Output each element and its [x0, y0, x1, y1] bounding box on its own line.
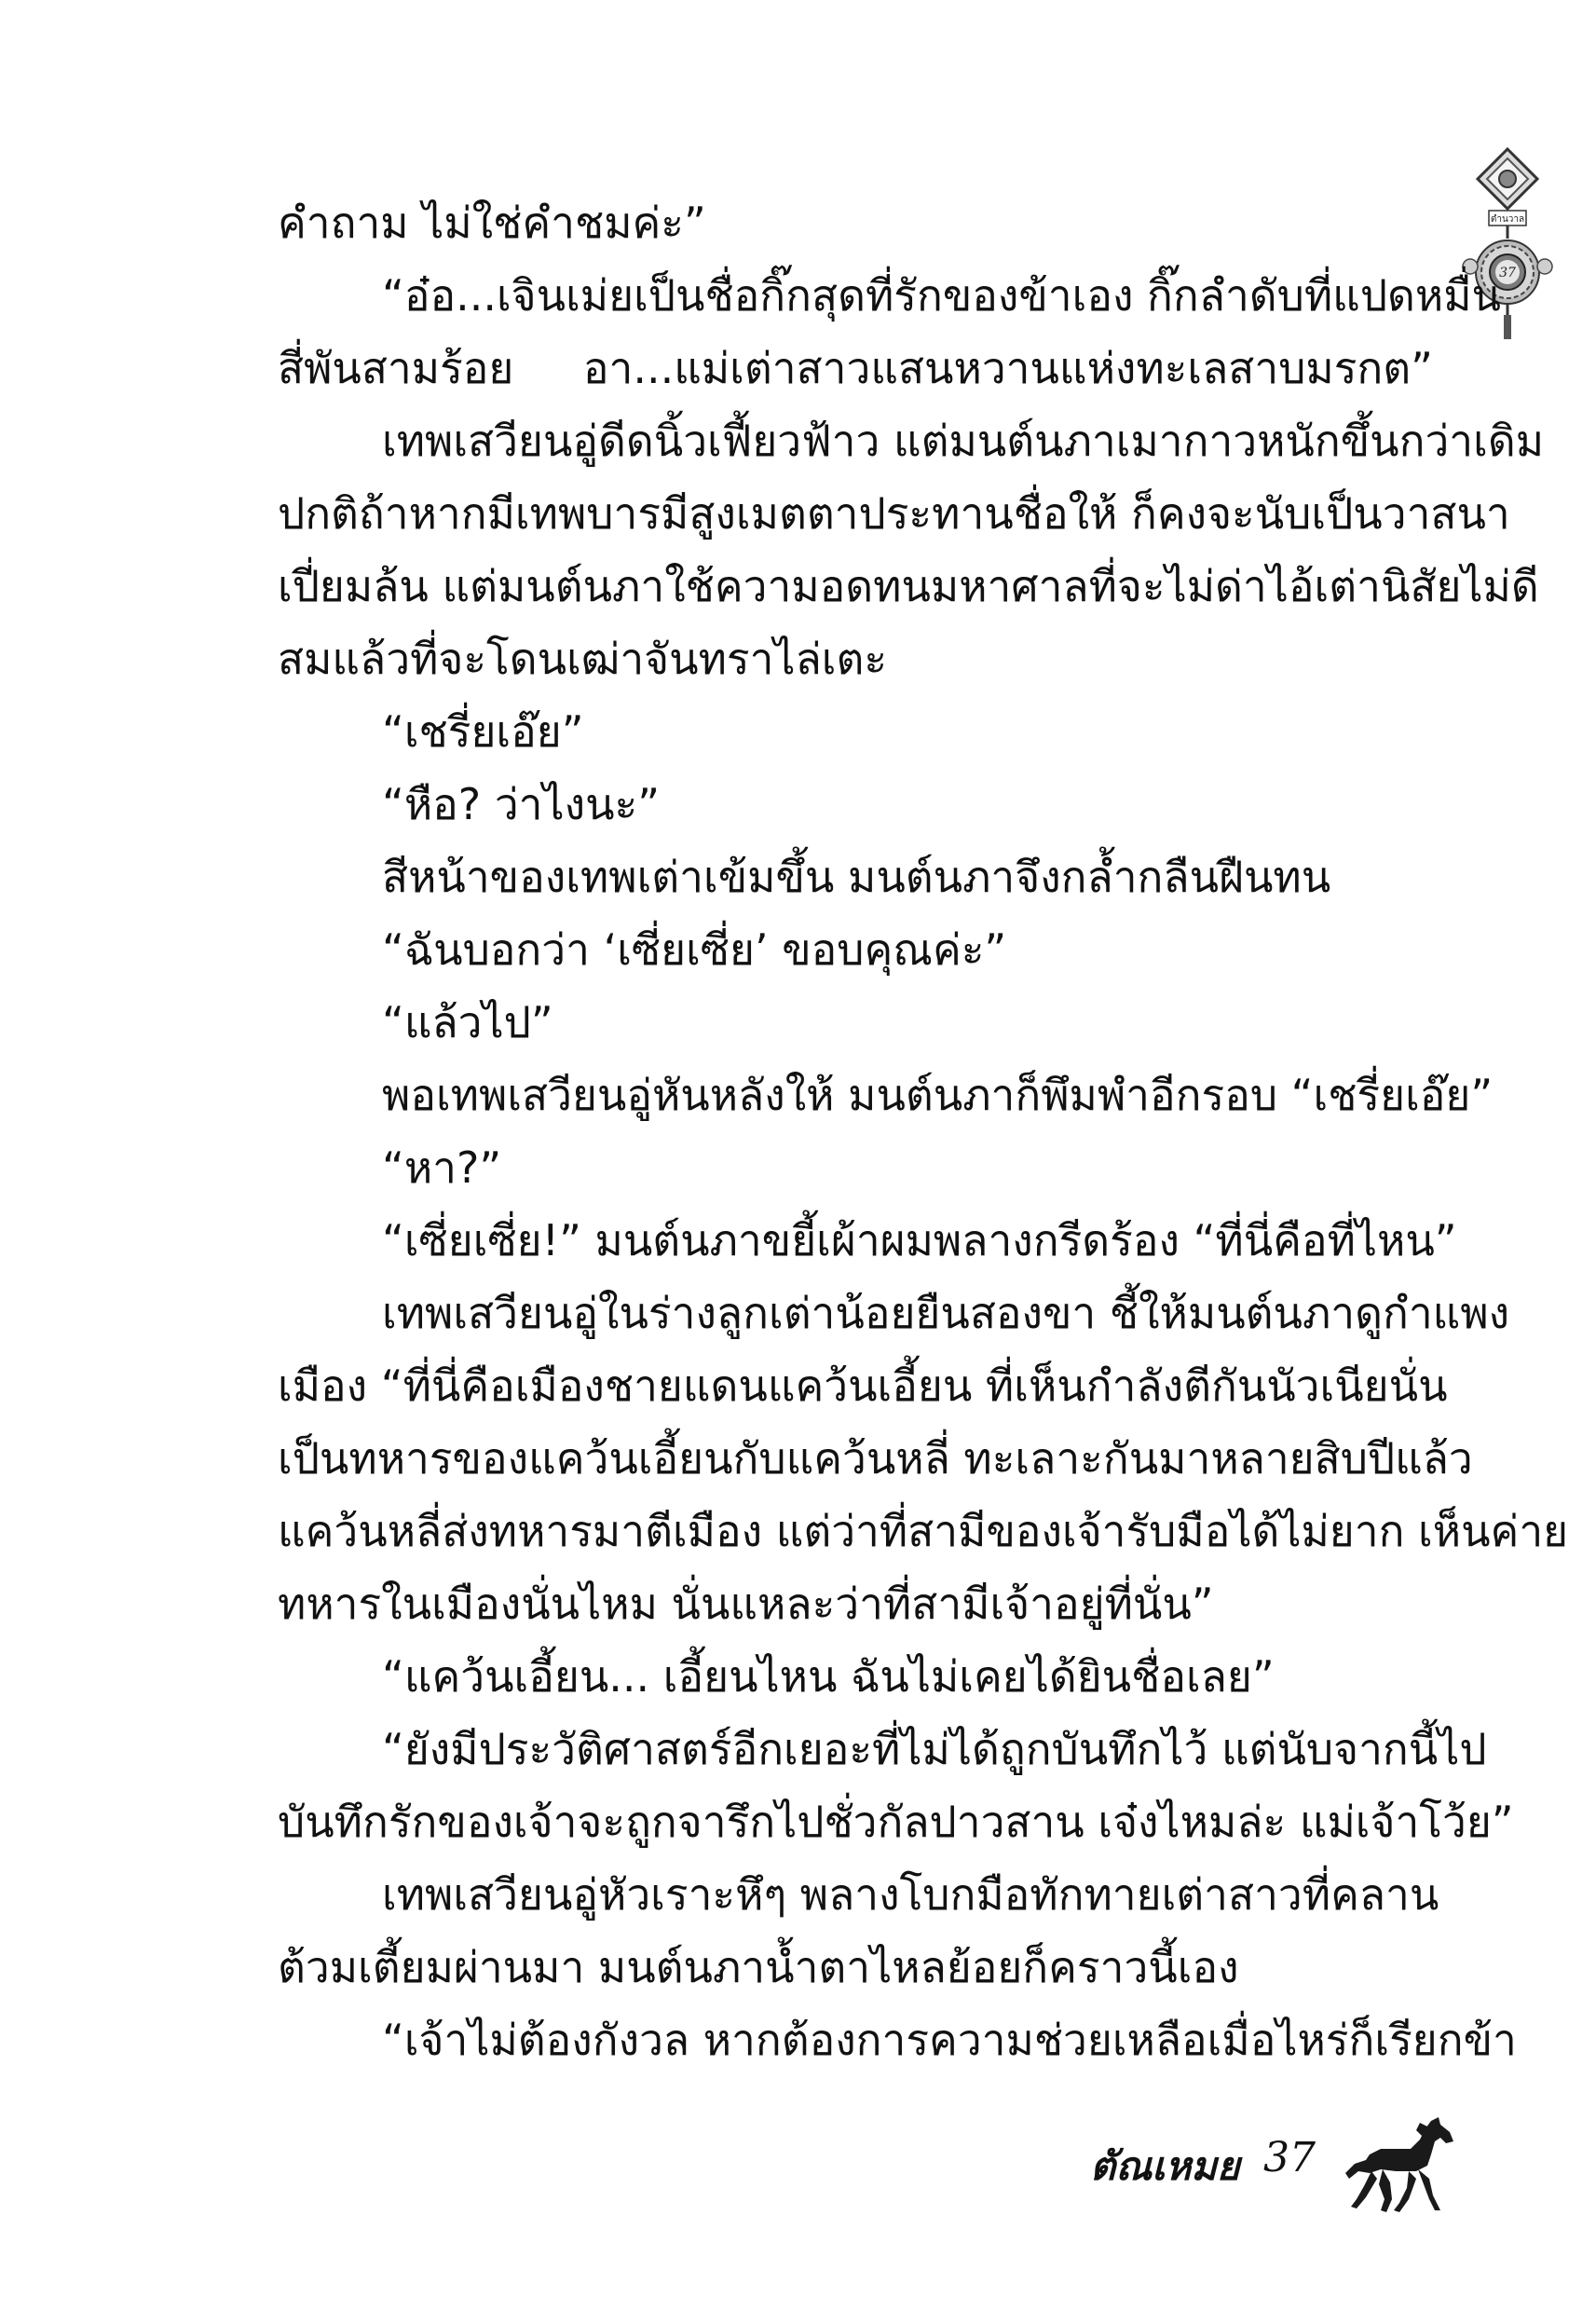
page-footer — [1071, 2113, 1463, 2216]
text-line: สี่พันสามร้อย อา...แม่เต่าสาวแสนหวานแห่งทะเลสาบมรกต” — [278, 343, 1433, 393]
text-line: เมือง “ที่นี่คือเมืองชายแดนแคว้นเอี้ยน ที่เห็นกำลังตีกันนัวเนียนั่น — [278, 1361, 1448, 1411]
text-line: เทพเสวียนอู่ในร่างลูกเต่าน้อยยืนสองขา ชี้ให้มนต์นภาดูกำแพง — [382, 1288, 1510, 1338]
ornament-number: 37 — [1499, 266, 1516, 280]
text-line: “ฉันบอกว่า ‘เซี่ยเซี่ย’ ขอบคุณค่ะ” — [382, 924, 1007, 975]
text-line: สมแล้วที่จะโดนเฒ่าจันทราไล่เตะ — [278, 634, 888, 684]
horse-icon — [1342, 2113, 1463, 2216]
page-number: 37 — [1263, 2134, 1316, 2181]
author-name: ตัณเหมย — [1090, 2143, 1240, 2189]
text-line: “หือ? ว่าไงนะ” — [382, 779, 661, 829]
text-line: ต้วมเตี้ยมผ่านมา มนต์นภาน้ำตาไหลย้อยก็คราวนี้เอง — [278, 1942, 1239, 1992]
text-line: เปี่ยมล้น แต่มนต์นภาใช้ความอดทนมหาศาลที่จะไม่ด่าไอ้เต่านิสัยไม่ดี — [278, 561, 1539, 611]
text-line: “เซี่ยเซี่ย!” มนต์นภาขยี้เผ้าผมพลางกรีดร้อง “ที่นี่คือที่ไหน” — [382, 1215, 1457, 1265]
text-line: “เจ้าไม่ต้องกังวล หากต้องการความช่วยเหลือเมื่อไหร่ก็เรียกข้า — [382, 2015, 1517, 2065]
text-line: เทพเสวียนอู่ดีดนิ้วเฟี้ยวฟ้าว แต่มนต์นภาเมากาวหนักขึ้นกว่าเดิม — [382, 416, 1545, 466]
text-line: พอเทพเสวียนอู่หันหลังให้ มนต์นภาก็พึมพำอีกรอบ “เชรี่ยเอ๊ย” — [382, 1070, 1494, 1120]
text-line: “แล้วไป” — [382, 997, 553, 1047]
text-line: เทพเสวียนอู่หัวเราะหึๆ พลางโบกมือทักทายเต่าสาวที่คลาน — [382, 1869, 1439, 1920]
text-line: บันทึกรักของเจ้าจะถูกจารึกไปชั่วกัลปาวสาน เจ๋งไหมล่ะ แม่เจ้าโว้ย” — [278, 1797, 1514, 1847]
text-line: “แคว้นเอี้ยน... เอี้ยนไหน ฉันไม่เคยได้ยินชื่อเลย” — [382, 1651, 1275, 1702]
text-line: “อ๋อ...เจินเม่ยเป็นชื่อกิ๊กสุดที่รักของข้าเอง กิ๊กลำดับที่แปดหมื่น — [382, 270, 1501, 321]
text-line: “เชรี่ยเอ๊ย” — [382, 706, 584, 757]
text-line: “หา?” — [382, 1142, 502, 1193]
text-line: ทหารในเมืองนั่นไหม นั่นแหละว่าที่สามีเจ้าอยู่ที่นั่น” — [278, 1579, 1214, 1629]
text-line: “ยังมีประวัติศาสตร์อีกเยอะที่ไม่ได้ถูกบันทึกไว้ แต่นับจากนี้ไป — [382, 1724, 1487, 1774]
text-line: ปกติถ้าหากมีเทพบารมีสูงเมตตาประทานชื่อให้ ก็คงจะนับเป็นวาสนา — [278, 488, 1510, 539]
text-line: คำถาม ไม่ใช่คำชมค่ะ” — [278, 198, 706, 248]
ornament-label: ตำนวาล — [1490, 214, 1525, 225]
text-line: แคว้นหลี่ส่งทหารมาตีเมือง แต่ว่าที่สามีของเจ้ารับมือได้ไม่ยาก เห็นค่าย — [278, 1506, 1569, 1556]
text-line: สีหน้าของเทพเต่าเข้มขึ้น มนต์นภาจึงกล้ำกลืนฝืนทน — [382, 852, 1331, 902]
text-line: เป็นทหารของแคว้นเอี้ยนกับแคว้นหลี่ ทะเลาะกันมาหลายสิบปีแล้ว — [278, 1433, 1473, 1484]
